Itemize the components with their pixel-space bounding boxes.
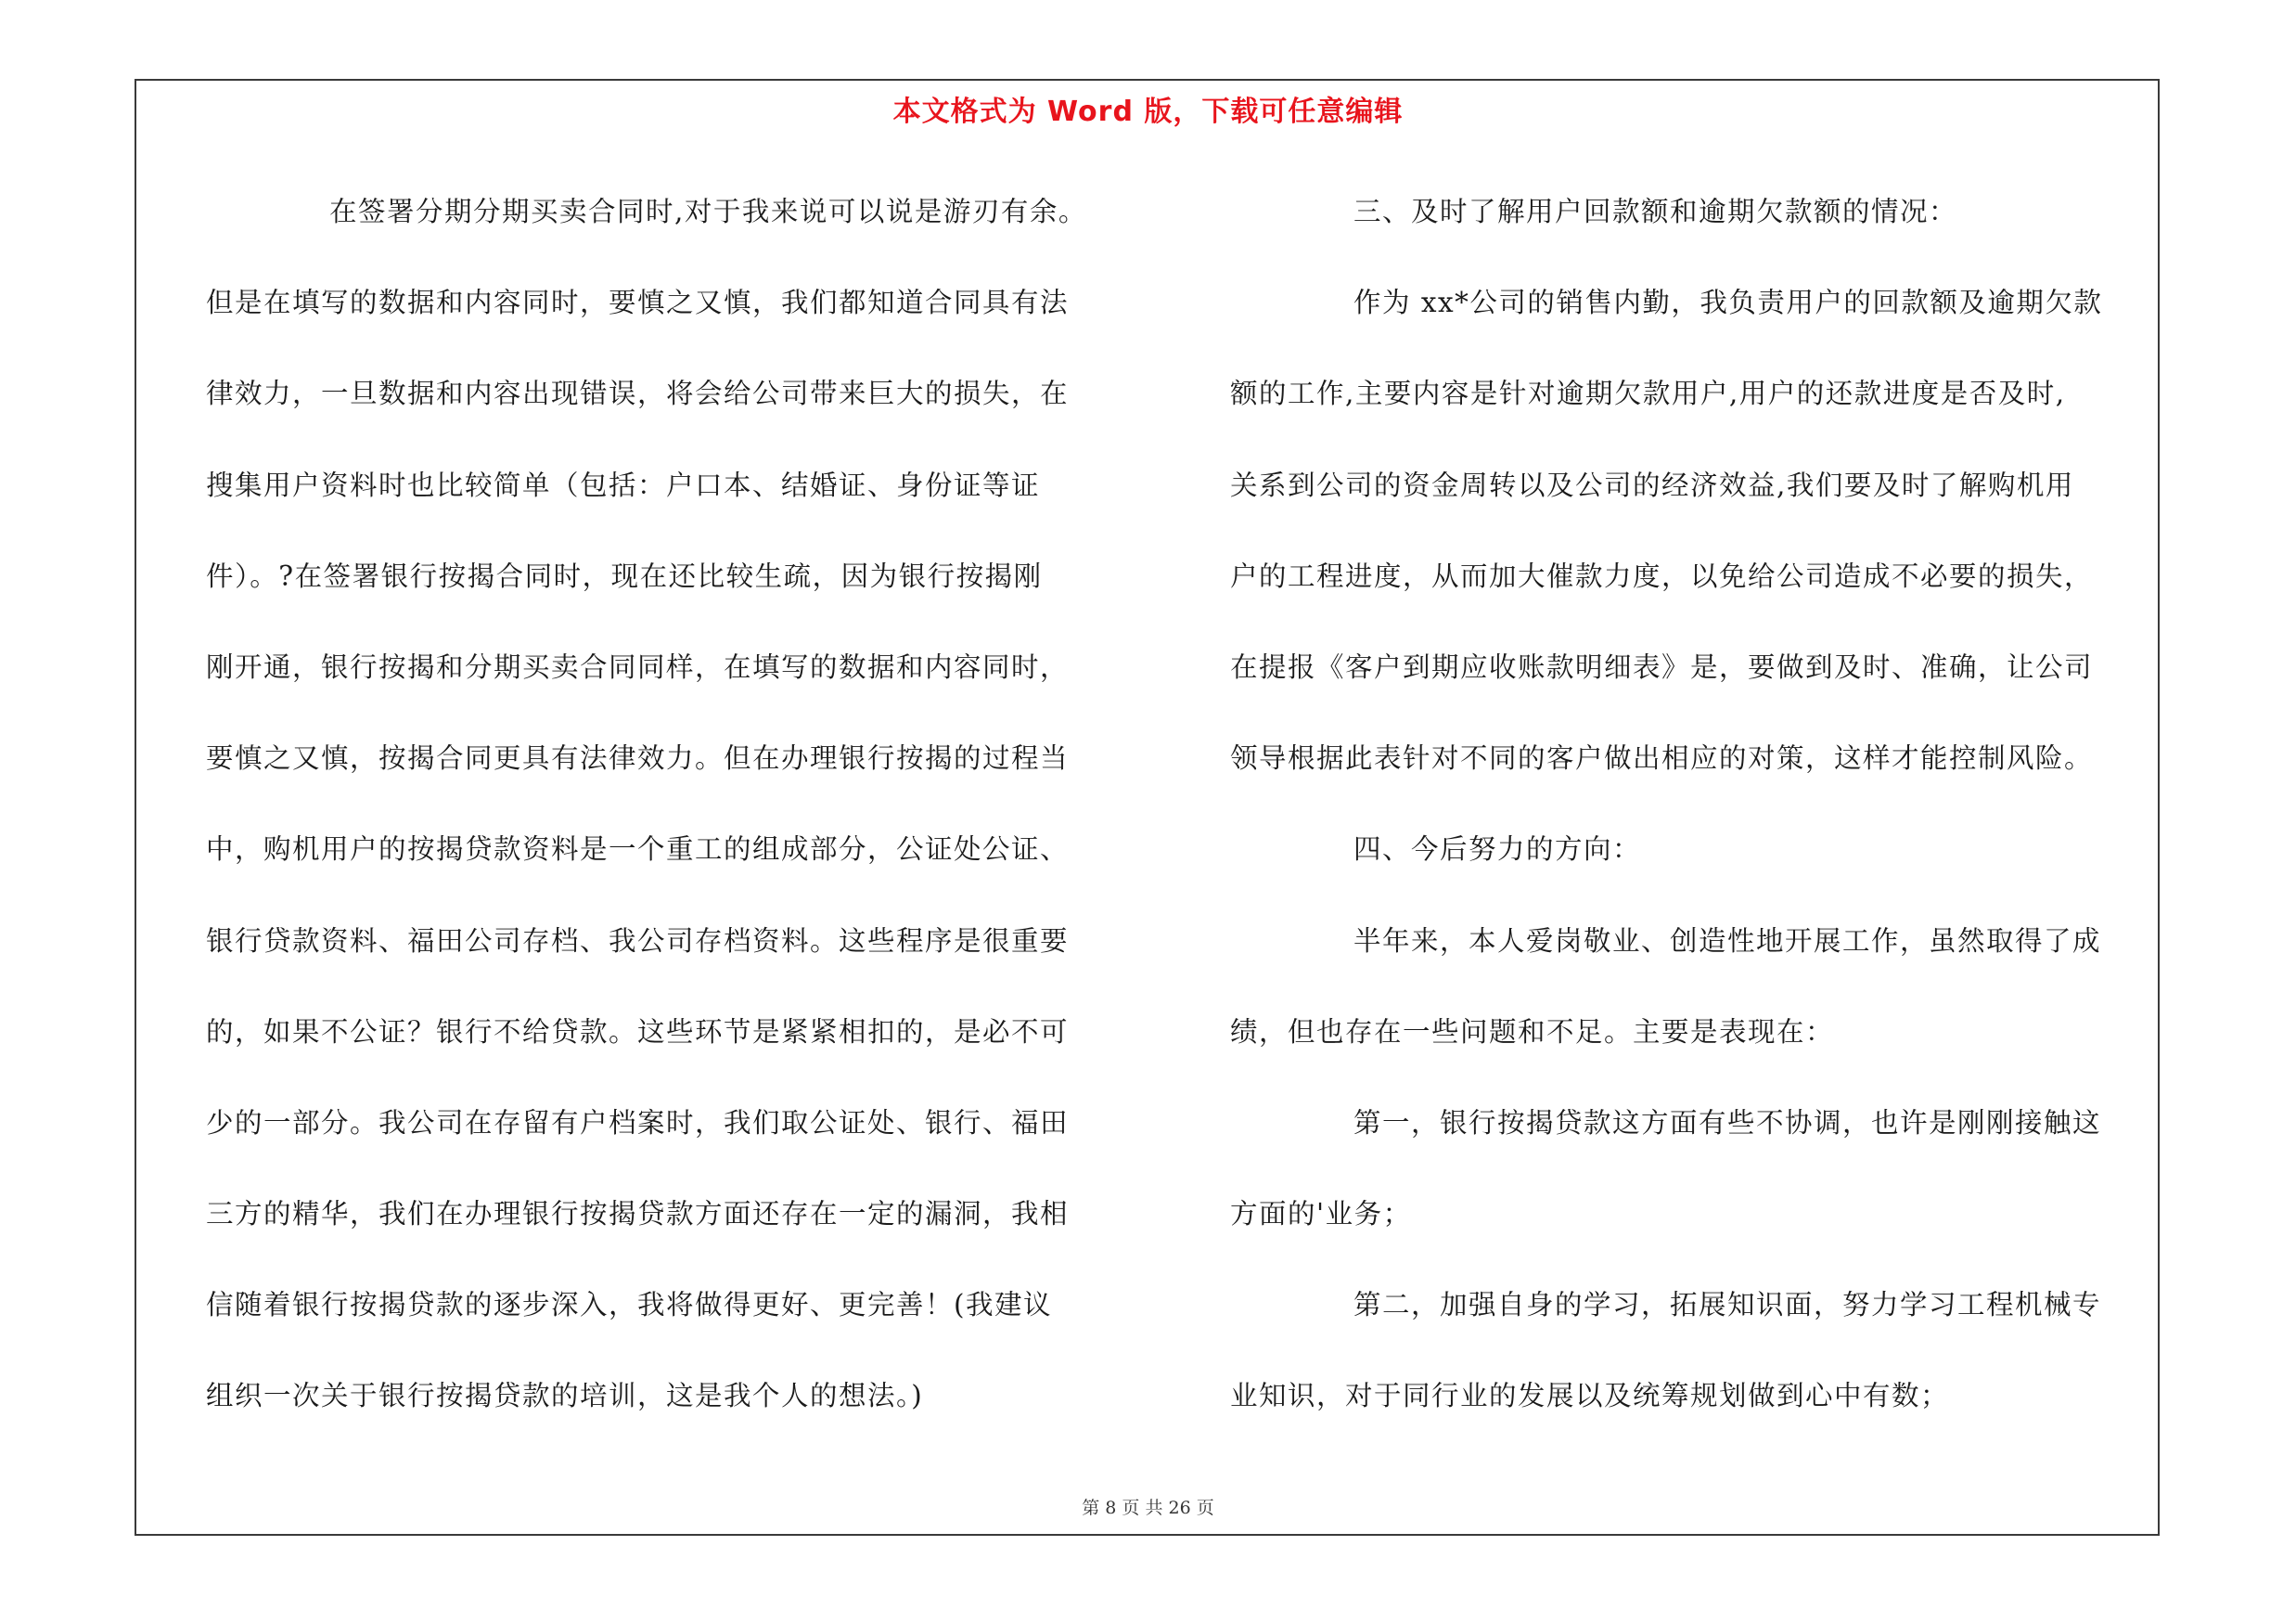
paragraph-line: 少的一部分。我公司在存留有户档案时，我们取公证处、银行、福田 [206, 1106, 1070, 1139]
left-text-column [206, 184, 1171, 1460]
paragraph-line: 在签署分期分期买卖合同时,对于我来说可以说是游刃有余。 [329, 196, 1087, 227]
paragraph-line: 信随着银行按揭贷款的逐步深入，我将做得更好、更完善！(我建议 [206, 1289, 1053, 1321]
paragraph-line: 方面的'业务； [1230, 1198, 1412, 1230]
paragraph-line: 第一，银行按揭贷款这方面有些不协调，也许是刚刚接触这 [1353, 1106, 2102, 1139]
paragraph-line: 额的工作,主要内容是针对逾期欠款用户,用户的还款进度是否及时, [1230, 378, 2066, 410]
paragraph-line: 律效力，一旦数据和内容出现错误，将会给公司带来巨大的损失，在 [206, 378, 1070, 410]
paragraph-line: 三方的精华，我们在办理银行按揭贷款方面还存在一定的漏洞，我相 [206, 1198, 1070, 1230]
paragraph-line: 领导根据此表针对不同的客户做出相应的对策，这样才能控制风险。 [1230, 742, 2094, 775]
paragraph-line: 要慎之又慎，按揭合同更具有法律效力。但在办理银行按揭的过程当 [206, 742, 1070, 775]
paragraph-line: 户的工程进度，从而加大催款力度，以免给公司造成不必要的损失， [1230, 560, 2094, 592]
paragraph-line: 业知识，对于同行业的发展以及统筹规划做到心中有数； [1230, 1380, 1950, 1412]
paragraph-line: 作为 xx*公司的销售内勤，我负责用户的回款额及逾期欠款 [1353, 287, 2103, 319]
paragraph-line: 刚开通，银行按揭和分期买卖合同同样，在填写的数据和内容同时， [206, 650, 1070, 683]
section-heading: 四、今后努力的方向： [1353, 833, 1642, 866]
paragraph-line: 件）。?在签署银行按揭合同时，现在还比较生疏，因为银行按揭刚 [206, 560, 1043, 592]
paragraph-line: 在提报《客户到期应收账款明细表》是，要做到及时、准确，让公司 [1230, 650, 2094, 683]
paragraph-line: 组织一次关于银行按揭贷款的培训，这是我个人的想法。) [206, 1380, 924, 1412]
paragraph-line: 银行贷款资料、福田公司存档、我公司存档资料。这些程序是很重要 [206, 924, 1070, 957]
paragraph-line: 绩，但也存在一些问题和不足。主要是表现在： [1230, 1015, 1835, 1048]
paragraph-line: 搜集用户资料时也比较简单（包括：户口本、结婚证、身份证等证 [206, 469, 1041, 501]
format-notice-banner: 本文格式为 Word 版，下载可任意编辑 [892, 96, 1404, 128]
paragraph-line: 关系到公司的资金周转以及公司的经济效益,我们要及时了解购机用 [1230, 469, 2074, 501]
paragraph-line: 第二，加强自身的学习，拓展知识面，努力学习工程机械专 [1353, 1289, 2102, 1321]
page-number-footer: 第 8 页 共 26 页 [1082, 1498, 1214, 1518]
paragraph-line: 的，如果不公证？银行不给贷款。这些环节是紧紧相扣的，是必不可 [206, 1015, 1070, 1048]
section-heading: 三、及时了解用户回款额和逾期欠款额的情况： [1353, 196, 1958, 227]
paragraph-line: 中，购机用户的按揭贷款资料是一个重工的组成部分，公证处公证、 [206, 833, 1070, 866]
paragraph-line: 但是在填写的数据和内容同时，要慎之又慎，我们都知道合同具有法 [206, 287, 1070, 319]
right-text-column [1230, 184, 2158, 1460]
paragraph-line: 半年来，本人爱岗敬业、创造性地开展工作，虽然取得了成 [1353, 924, 2102, 957]
